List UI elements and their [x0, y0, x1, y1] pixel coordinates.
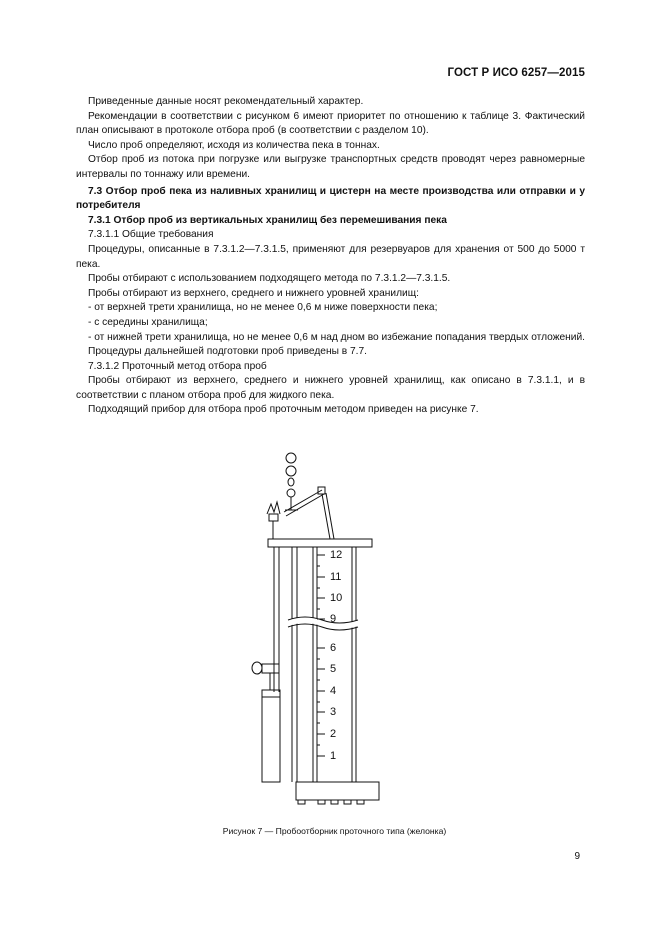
document-body	[76, 95, 585, 418]
base-plate	[296, 782, 379, 800]
scale-label: 3	[330, 706, 337, 718]
paragraph: Рекомендации в соответствии с рисунком 6 имеют приоритет по отношению к таблице 3. Фактический план описывают в протоколе отбора проб (в соответствии с разделом 10).	[76, 110, 585, 137]
top-handle	[267, 502, 280, 539]
scale-label: 2	[330, 728, 337, 740]
list-item: - от нижней трети хранилища, но не менее 0,6 м над дном во избежание попадания твердых отложений.	[88, 331, 586, 343]
paragraph: Число проб определяют, исходя из количества пека в тоннах.	[88, 139, 380, 151]
sample-cylinder	[262, 690, 280, 782]
scale-label: 1	[330, 750, 337, 762]
paragraph: Пробы отбирают с использованием подходящего метода по 7.3.1.2—7.3.1.5.	[88, 273, 451, 285]
valve-knob	[252, 662, 279, 690]
list-item: - от верхней трети хранилища, но не менее 0,6 м ниже поверхности пека;	[88, 302, 438, 314]
top-plate	[268, 539, 372, 547]
scale-label: 9	[330, 613, 337, 625]
section-heading-7-3: 7.3 Отбор проб пека из наливных хранилищ и цистерн на месте производства или отправки и у потребителя	[76, 185, 585, 212]
page-number: 9	[574, 851, 580, 862]
base-feet	[298, 800, 364, 804]
paragraph: Процедуры, описанные в 7.3.1.2—7.3.1.5, применяют для резервуаров для хранения от 500 до 5000 т пека.	[76, 243, 585, 270]
scale-label: 6	[330, 642, 337, 654]
paragraph: Процедуры дальнейшей подготовки проб приведены в 7.7.	[88, 346, 367, 358]
scale-label: 11	[330, 571, 342, 583]
subsection-heading-7-3-1-2: 7.3.1.2 Проточный метод отбора проб	[88, 360, 267, 372]
paragraph: Пробы отбирают из верхнего, среднего и нижнего уровней хранилищ, как описано в 7.3.1.1, и в соответствии с планом отбора проб для жидкого пека.	[76, 375, 585, 401]
scale-label: 12	[330, 549, 343, 561]
paragraph: Приведенные данные носят рекомендательный характер.	[88, 96, 364, 107]
list-item: - с середины хранилища;	[88, 316, 208, 328]
sampler-illustration	[240, 446, 390, 816]
suspension-chain	[285, 453, 298, 510]
scale-label: 4	[330, 685, 337, 697]
scale-ticks	[317, 555, 325, 756]
vertical-rods	[274, 547, 356, 782]
subsection-heading-7-3-1-1: 7.3.1.1 Общие требования	[88, 229, 214, 241]
paragraph: Подходящий прибор для отбора проб проточным методом приведен на рисунке 7.	[88, 404, 479, 416]
document-header: ГОСТ Р ИСО 6257—2015	[447, 67, 585, 79]
scale-label: 10	[330, 592, 343, 604]
paragraph: Пробы отбирают из верхнего, среднего и нижнего уровней хранилищ:	[88, 287, 419, 299]
scale-label: 5	[330, 663, 337, 675]
paragraph: Отбор проб из потока при погрузке или выгрузке транспортных средств проводят через равномерные интервалы по тоннажу или времени.	[76, 154, 585, 180]
section-heading-7-3-1: 7.3.1 Отбор проб из вертикальных хранилищ без перемешивания пека	[88, 214, 447, 226]
figure-caption: Рисунок 7 — Пробоотборник проточного типа (желонка)	[222, 826, 447, 836]
lever-arm	[284, 487, 334, 539]
